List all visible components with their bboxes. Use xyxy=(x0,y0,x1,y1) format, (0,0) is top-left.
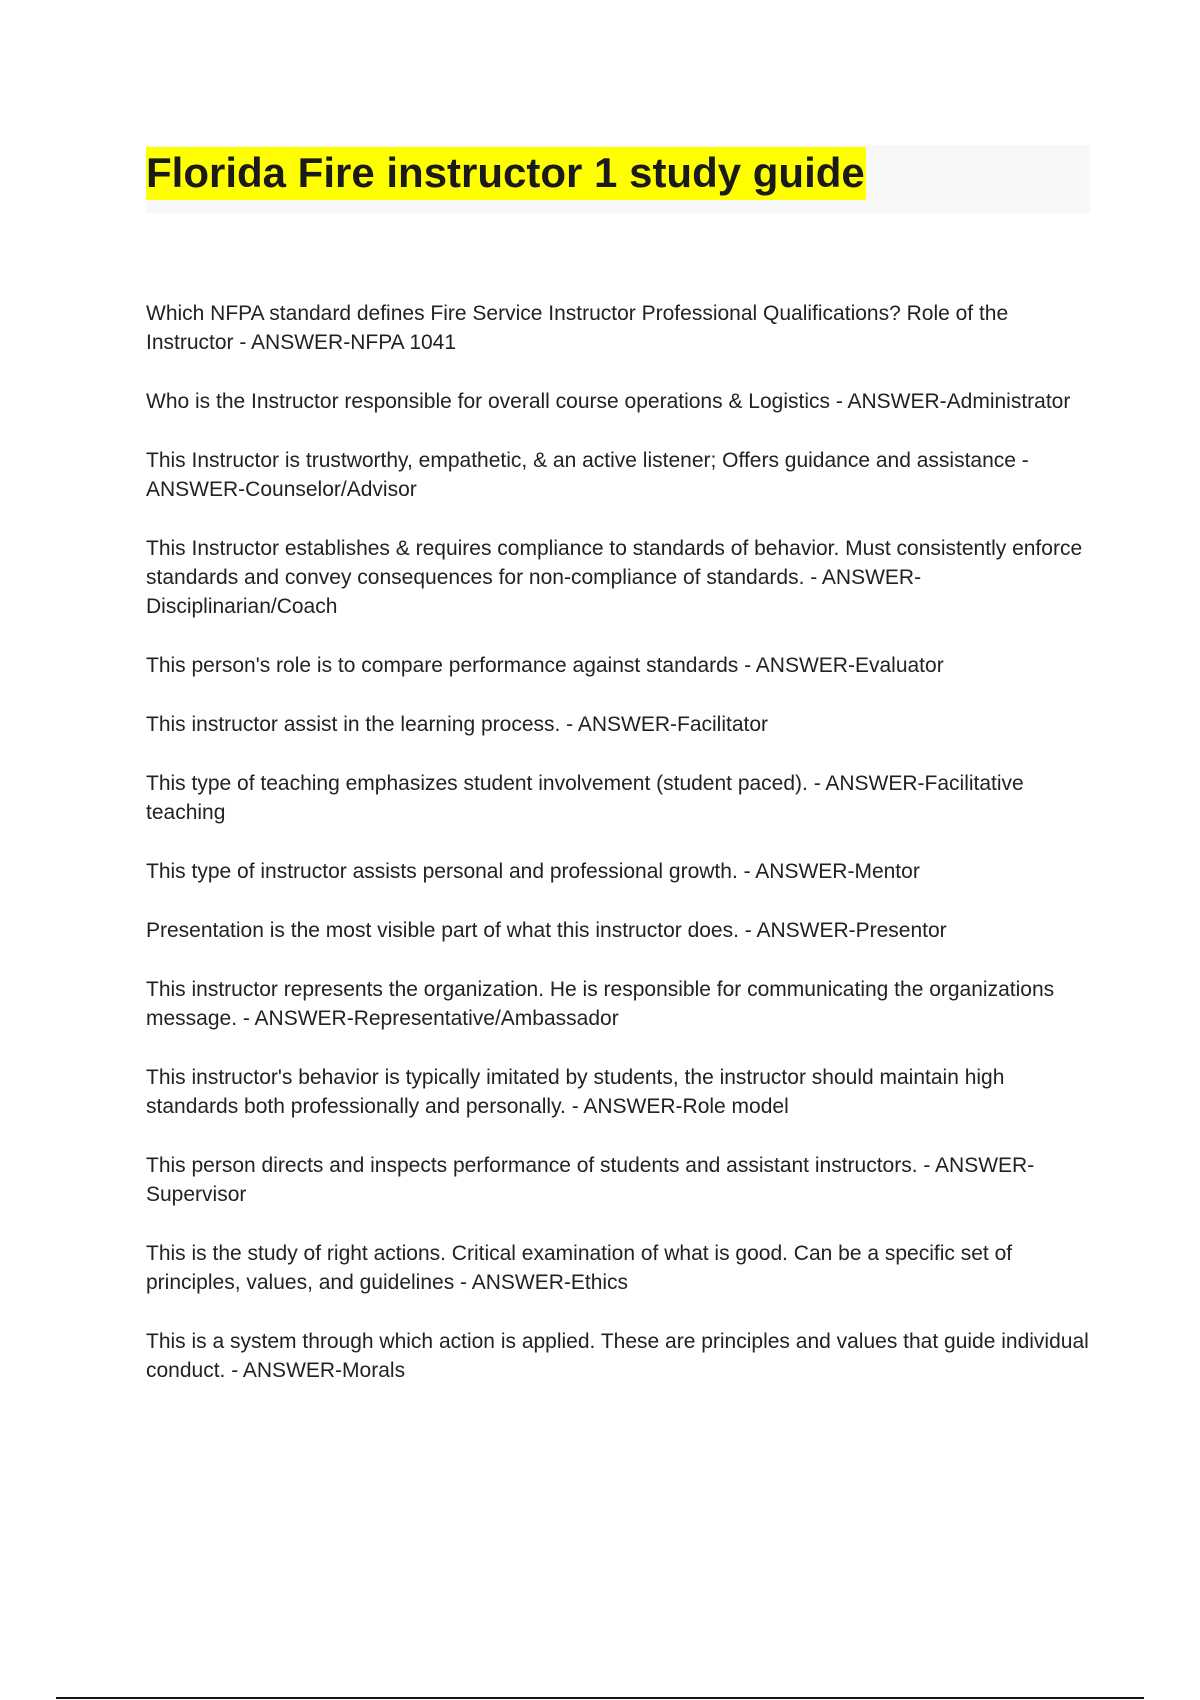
qa-item: Who is the Instructor responsible for overall course operations & Logistics - ANSWER-Administrator xyxy=(146,390,1071,413)
qa-item: This person's role is to compare performance against standards - ANSWER-Evaluator xyxy=(146,654,944,677)
qa-item: This instructor assist in the learning process. - ANSWER-Facilitator xyxy=(146,713,769,736)
page-title xyxy=(146,146,866,200)
qa-item: Presentation is the most visible part of what this instructor does. - ANSWER-Presentor xyxy=(146,919,947,942)
qa-item: This type of teaching emphasizes student involvement (student paced). - ANSWER-Facilitative teaching xyxy=(146,772,1024,824)
qa-item: This is the study of right actions. Critical examination of what is good. Can be a specific set of principles, values, and guidelines - ANSWER-Ethics xyxy=(146,1242,1013,1294)
footer-rule xyxy=(56,1697,1144,1699)
qa-item: This is a system through which action is applied. These are principles and values that guide individual conduct. - ANSWER-Morals xyxy=(146,1330,1089,1382)
qa-item: This person directs and inspects performance of students and assistant instructors. - ANSWER-Supervisor xyxy=(146,1154,1035,1206)
qa-item: This Instructor is trustworthy, empathetic, & an active listener; Offers guidance and assistance - ANSWER-Counselor/Advisor xyxy=(146,449,1029,501)
qa-item: Which NFPA standard defines Fire Service Instructor Professional Qualifications? Role of the Instructor - ANSWER-NFPA 1041 xyxy=(146,302,1009,354)
qa-item: This type of instructor assists personal and professional growth. - ANSWER-Mentor xyxy=(146,860,920,883)
qa-item: This Instructor establishes & requires compliance to standards of behavior. Must consistently enforce standards and convey consequences for non-compliance of standards. - ANSWER-Disciplinarian/Coach xyxy=(146,537,1083,618)
qa-list xyxy=(146,299,1090,1415)
title-highlight: Florida Fire instructor 1 study guide xyxy=(146,147,866,200)
qa-item: This instructor represents the organization. He is responsible for communicating the organizations message. - ANSWER-Representative/Ambassador xyxy=(146,978,1055,1030)
qa-item: This instructor's behavior is typically imitated by students, the instructor should maintain high standards both professionally and personally. - ANSWER-Role model xyxy=(146,1066,1005,1118)
